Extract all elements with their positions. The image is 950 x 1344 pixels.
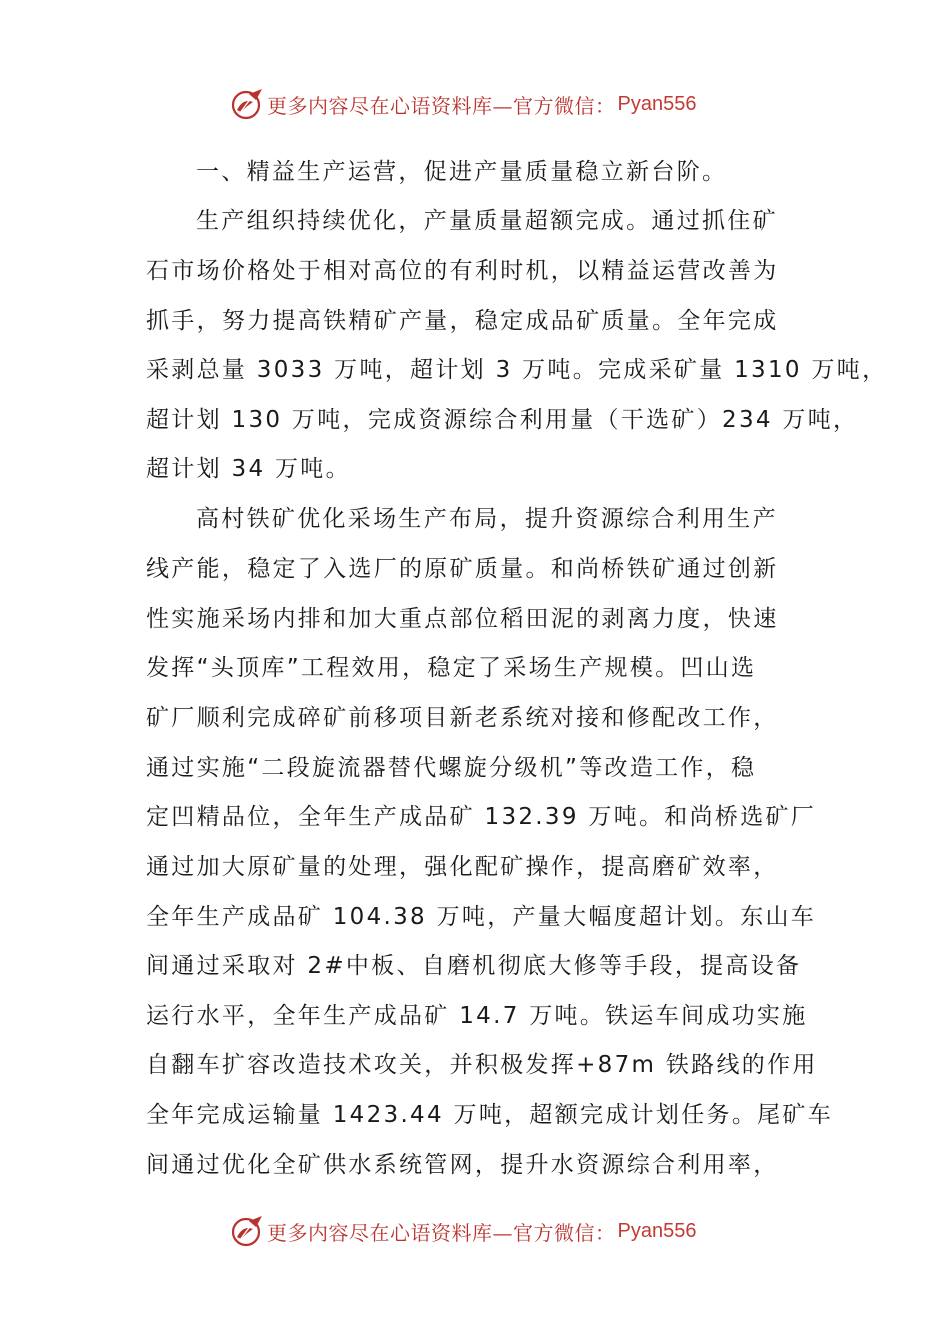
pen-logo-icon [229,1213,265,1249]
text-line: 自翻车扩容改造技术攻关，并积极发挥+87m 铁路线的作用 [146,1052,818,1078]
text-line: 石市场价格处于相对高位的有利时机，以精益运营改善为 [146,258,779,284]
text-line: 超计划 130 万吨，完成资源综合利用量（干选矿）234 万吨， [146,407,859,433]
text-line: 间通过采取对 2#中板、自磨机彻底大修等手段，提高设备 [146,953,802,979]
header-watermark-banner [229,84,696,124]
text-line: 通过加大原矿量的处理，强化配矿操作，提高磨矿效率， [146,854,779,880]
text-line: 抓手，努力提高铁精矿产量，稳定成品矿质量。全年完成 [146,308,779,334]
watermark-text: 更多内容尽在心语资料库—官方微信： [267,93,616,118]
text-line: 采剥总量 3033 万吨，超计划 3 万吨。完成采矿量 1310 万吨， [146,357,888,383]
text-line: 运行水平，全年生产成品矿 14.7 万吨。铁运车间成功实施 [146,1003,808,1029]
pen-logo-icon [229,86,265,122]
text-line: 全年完成运输量 1423.44 万吨，超额完成计划任务。尾矿车 [146,1102,834,1128]
section-heading: 一、精益生产运营，促进产量质量稳立新台阶。 [196,159,728,185]
text-line: 超计划 34 万吨。 [146,456,351,482]
text-line: 通过实施“二段旋流器替代螺旋分级机”等改造工作，稳 [146,755,757,781]
footer-watermark-banner [229,1211,696,1251]
text-line: 全年生产成品矿 104.38 万吨，产量大幅度超计划。东山车 [146,904,817,930]
text-line: 性实施采场内排和加大重点部位稻田泥的剥离力度，快速 [146,606,779,632]
wechat-handle: Pyan556 [617,92,697,115]
text-line: 生产组织持续优化，产量质量超额完成。通过抓住矿 [196,208,778,234]
text-line: 定凹精品位，全年生产成品矿 132.39 万吨。和尚桥选矿厂 [146,804,817,830]
watermark-text: 更多内容尽在心语资料库—官方微信： [267,1220,616,1245]
text-line: 矿厂顺利完成碎矿前移项目新老系统对接和修配改工作， [146,705,779,731]
text-line: 线产能，稳定了入选厂的原矿质量。和尚桥铁矿通过创新 [146,556,779,582]
text-line: 间通过优化全矿供水系统管网，提升水资源综合利用率， [146,1152,779,1178]
text-line: 高村铁矿优化采场生产布局，提升资源综合利用生产 [196,506,778,532]
text-line: 发挥“头顶库”工程效用，稳定了采场生产规模。凹山选 [146,655,757,681]
wechat-handle: Pyan556 [617,1219,697,1242]
